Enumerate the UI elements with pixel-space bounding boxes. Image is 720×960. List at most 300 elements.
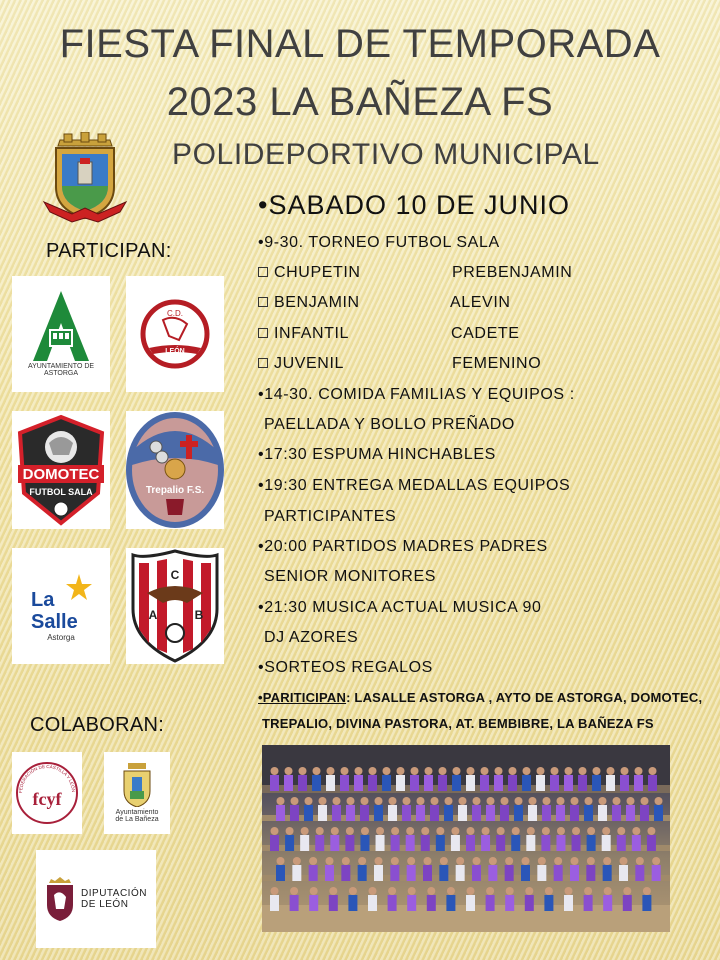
person-body xyxy=(368,895,377,911)
person-head xyxy=(467,827,475,835)
person-head xyxy=(271,887,279,895)
person-body xyxy=(652,865,661,881)
person-body xyxy=(556,805,565,821)
person-head xyxy=(481,767,489,775)
person-head xyxy=(467,767,475,775)
person-body xyxy=(602,835,611,851)
cd-leon-top-text: C.D. xyxy=(167,309,183,318)
person-body xyxy=(326,775,335,791)
person-body xyxy=(444,805,453,821)
cab-a: A xyxy=(148,608,158,622)
person-head xyxy=(407,857,415,865)
medallas-line-2: PARTICIPANTES xyxy=(264,508,397,525)
person-body xyxy=(290,895,299,911)
person-head xyxy=(649,767,657,775)
person-body xyxy=(496,835,505,851)
person-head xyxy=(587,827,595,835)
person-head xyxy=(358,857,366,865)
person-body xyxy=(647,835,656,851)
person-body xyxy=(472,865,481,881)
person-body xyxy=(423,865,432,881)
person-head xyxy=(369,887,377,895)
person-body xyxy=(570,805,579,821)
person-body xyxy=(446,895,455,911)
person-head xyxy=(453,767,461,775)
person-head xyxy=(641,797,649,805)
person-body xyxy=(368,775,377,791)
person-body xyxy=(391,835,400,851)
person-head xyxy=(456,857,464,865)
person-head xyxy=(397,767,405,775)
person-body xyxy=(406,835,415,851)
person-head xyxy=(487,797,495,805)
fcyf-logo xyxy=(12,752,82,834)
person-body xyxy=(284,775,293,791)
diputacion-text-2: DE LEÓN xyxy=(81,899,129,910)
person-head xyxy=(538,857,546,865)
person-head xyxy=(501,797,509,805)
person-head xyxy=(331,827,339,835)
cd-leon-name: LEÓN xyxy=(165,348,185,355)
trepalio-fs-logo xyxy=(126,411,224,529)
person-body xyxy=(270,775,279,791)
participan-list-line-1 xyxy=(258,690,702,705)
person-body xyxy=(416,805,425,821)
checkbox-square-icon xyxy=(258,358,268,368)
person-head xyxy=(440,857,448,865)
checkbox-square-icon xyxy=(258,328,268,338)
person-head xyxy=(655,797,663,805)
person-head xyxy=(369,767,377,775)
person-body xyxy=(348,895,357,911)
person-head xyxy=(632,827,640,835)
person-body xyxy=(439,865,448,881)
person-head xyxy=(603,857,611,865)
person-head xyxy=(403,797,411,805)
person-head xyxy=(388,887,396,895)
person-body xyxy=(598,805,607,821)
person-head xyxy=(497,827,505,835)
person-body xyxy=(330,835,339,851)
person-head xyxy=(647,827,655,835)
person-head xyxy=(347,797,355,805)
colaboran-label: COLABORAN: xyxy=(30,714,165,736)
comida-line-2: PAELLADA Y BOLLO PREÑADO xyxy=(264,416,515,433)
person-body xyxy=(456,865,465,881)
person-body xyxy=(340,775,349,791)
diputacion-leon-logo xyxy=(36,850,156,948)
person-head xyxy=(277,797,285,805)
person-body xyxy=(390,865,399,881)
person-body xyxy=(312,775,321,791)
musica-line-1: •21:30 MUSICA ACTUAL MUSICA 90 xyxy=(258,599,542,616)
person-body xyxy=(521,865,530,881)
person-body xyxy=(451,835,460,851)
person-head xyxy=(424,857,432,865)
person-head xyxy=(361,797,369,805)
person-body xyxy=(452,775,461,791)
person-head xyxy=(512,827,520,835)
category-right: ALEVIN xyxy=(450,294,511,311)
person-head xyxy=(271,827,279,835)
person-head xyxy=(525,887,533,895)
participan-rest: : LASALLE ASTORGA , AYTO DE ASTORGA, DOMOTEC, xyxy=(346,690,703,705)
person-body xyxy=(508,775,517,791)
person-body xyxy=(396,775,405,791)
person-head xyxy=(604,887,612,895)
person-head xyxy=(489,857,497,865)
person-body xyxy=(304,805,313,821)
person-body xyxy=(525,895,534,911)
person-body xyxy=(578,775,587,791)
person-head xyxy=(445,797,453,805)
person-body xyxy=(632,835,641,851)
participan-list-line-2: TREPALIO, DIVINA PASTORA, AT. BEMBIBRE, LA BAÑEZA FS xyxy=(262,716,654,731)
person-body xyxy=(466,835,475,851)
person-body xyxy=(270,895,279,911)
person-body xyxy=(438,775,447,791)
person-body xyxy=(564,775,573,791)
person-head xyxy=(557,797,565,805)
person-head xyxy=(355,767,363,775)
person-head xyxy=(293,857,301,865)
astorga-caption: AYUNTAMIENTO DE ASTORGA xyxy=(27,363,95,377)
medallas-line-1: •19:30 ENTREGA MEDALLAS EQUIPOS xyxy=(258,477,571,494)
person-head xyxy=(613,797,621,805)
person-body xyxy=(360,835,369,851)
category-name: CHUPETIN xyxy=(274,264,361,281)
person-body xyxy=(500,805,509,821)
person-head xyxy=(473,797,481,805)
cd-leon-logo xyxy=(126,276,224,392)
person-head xyxy=(551,767,559,775)
category-left xyxy=(258,294,360,312)
person-body xyxy=(329,895,338,911)
person-head xyxy=(627,797,635,805)
person-head xyxy=(349,887,357,895)
title-line-1: FIESTA FINAL DE TEMPORADA xyxy=(59,22,661,66)
title-line-2: 2023 LA BAÑEZA FS xyxy=(166,80,554,124)
person-body xyxy=(427,895,436,911)
person-head xyxy=(277,857,285,865)
partidos-line-1: •20:00 PARTIDOS MADRES PADRES xyxy=(258,538,548,555)
person-body xyxy=(276,805,285,821)
baneza-caption-2: de La Bañeza xyxy=(115,816,159,823)
person-head xyxy=(522,857,530,865)
person-body xyxy=(480,775,489,791)
person-head xyxy=(545,887,553,895)
person-body xyxy=(640,805,649,821)
person-body xyxy=(421,835,430,851)
person-body xyxy=(623,895,632,911)
person-body xyxy=(332,805,341,821)
person-body xyxy=(341,865,350,881)
person-body xyxy=(634,775,643,791)
person-body xyxy=(537,865,546,881)
person-body xyxy=(617,835,626,851)
person-head xyxy=(565,887,573,895)
person-head xyxy=(291,797,299,805)
person-head xyxy=(427,887,435,895)
person-body xyxy=(345,835,354,851)
person-body xyxy=(424,775,433,791)
person-head xyxy=(607,767,615,775)
person-body xyxy=(554,865,563,881)
person-body xyxy=(486,805,495,821)
person-head xyxy=(565,767,573,775)
person-head xyxy=(436,827,444,835)
person-head xyxy=(408,887,416,895)
cab-shield-logo xyxy=(126,548,224,664)
person-head xyxy=(617,827,625,835)
person-head xyxy=(341,767,349,775)
person-head xyxy=(316,827,324,835)
person-head xyxy=(509,767,517,775)
person-head xyxy=(431,797,439,805)
person-body xyxy=(309,865,318,881)
person-head xyxy=(299,767,307,775)
category-right: FEMENINO xyxy=(452,355,542,372)
baneza-caption-1: Ayuntamiento xyxy=(115,809,159,816)
person-body xyxy=(570,865,579,881)
person-head xyxy=(652,857,660,865)
person-head xyxy=(527,827,535,835)
person-head xyxy=(346,827,354,835)
lasalle-la: La xyxy=(31,589,55,611)
person-body xyxy=(494,775,503,791)
person-head xyxy=(391,827,399,835)
person-head xyxy=(542,827,550,835)
person-head xyxy=(635,767,643,775)
person-head xyxy=(383,767,391,775)
person-body xyxy=(376,835,385,851)
person-head xyxy=(319,797,327,805)
person-head xyxy=(285,767,293,775)
person-body xyxy=(542,805,551,821)
person-head xyxy=(459,797,467,805)
person-head xyxy=(571,857,579,865)
lasalle-astorga: Astorga xyxy=(47,633,75,642)
person-body xyxy=(318,805,327,821)
person-body xyxy=(458,805,467,821)
person-head xyxy=(643,887,651,895)
person-body xyxy=(290,805,299,821)
person-body xyxy=(346,805,355,821)
person-body xyxy=(511,835,520,851)
lasalle-astorga-logo xyxy=(12,548,110,664)
person-head xyxy=(326,857,334,865)
person-head xyxy=(425,767,433,775)
person-body xyxy=(584,895,593,911)
person-body xyxy=(550,775,559,791)
person-head xyxy=(636,857,644,865)
person-body xyxy=(466,775,475,791)
person-head xyxy=(375,857,383,865)
person-body xyxy=(541,835,550,851)
person-body xyxy=(292,865,301,881)
person-body xyxy=(584,805,593,821)
person-body xyxy=(642,895,651,911)
person-body xyxy=(522,775,531,791)
person-body xyxy=(564,895,573,911)
person-body xyxy=(606,775,615,791)
person-head xyxy=(375,797,383,805)
person-body xyxy=(309,895,318,911)
person-body xyxy=(505,895,514,911)
category-name: JUVENIL xyxy=(274,355,344,372)
person-head xyxy=(391,857,399,865)
person-body xyxy=(536,775,545,791)
person-body xyxy=(298,775,307,791)
person-body xyxy=(430,805,439,821)
person-head xyxy=(554,857,562,865)
fcyf-name: fcyf xyxy=(32,789,62,809)
team-photo xyxy=(262,745,670,932)
event-date: •SABADO 10 DE JUNIO xyxy=(258,190,571,220)
torneo-line: •9-30. TORNEO FUTBOL SALA xyxy=(258,234,500,251)
person-body xyxy=(586,865,595,881)
domotec-logo xyxy=(12,411,110,529)
person-body xyxy=(358,865,367,881)
person-head xyxy=(305,797,313,805)
subtitle: POLIDEPORTIVO MUNICIPAL xyxy=(172,138,600,171)
person-body xyxy=(603,865,612,881)
person-body xyxy=(360,805,369,821)
checkbox-square-icon xyxy=(258,297,268,307)
person-head xyxy=(406,827,414,835)
person-head xyxy=(342,857,350,865)
person-head xyxy=(620,857,628,865)
person-body xyxy=(648,775,657,791)
person-body xyxy=(481,835,490,851)
category-name: BENJAMIN xyxy=(274,294,360,311)
person-body xyxy=(315,835,324,851)
person-body xyxy=(436,835,445,851)
sorteos-line: •SORTEOS REGALOS xyxy=(258,659,433,676)
person-body xyxy=(466,895,475,911)
person-body xyxy=(556,835,565,851)
diputacion-text-1: DIPUTACIÓN xyxy=(81,888,147,899)
ayuntamiento-baneza-logo xyxy=(104,752,170,834)
person-body xyxy=(612,805,621,821)
person-head xyxy=(411,767,419,775)
person-body xyxy=(285,835,294,851)
checkbox-square-icon xyxy=(258,267,268,277)
person-head xyxy=(529,797,537,805)
person-body xyxy=(407,895,416,911)
person-head xyxy=(482,827,490,835)
comida-line-1: •14-30. COMIDA FAMILIAS Y EQUIPOS : xyxy=(258,386,575,403)
fcyf-ring-text: FEDERACIÓN DE CASTILLA Y LEÓN xyxy=(17,763,77,794)
person-head xyxy=(451,827,459,835)
person-body xyxy=(654,805,663,821)
person-head xyxy=(313,767,321,775)
person-body xyxy=(603,895,612,911)
category-name: INFANTIL xyxy=(274,325,350,342)
person-head xyxy=(417,797,425,805)
person-head xyxy=(290,887,298,895)
person-head xyxy=(543,797,551,805)
person-body xyxy=(410,775,419,791)
person-body xyxy=(635,865,644,881)
person-head xyxy=(571,797,579,805)
partidos-line-2: SENIOR MONITORES xyxy=(264,568,436,585)
category-right: PREBENJAMIN xyxy=(452,264,573,281)
person-body xyxy=(572,835,581,851)
person-head xyxy=(421,827,429,835)
person-body xyxy=(402,805,411,821)
person-body xyxy=(592,775,601,791)
person-head xyxy=(271,767,279,775)
person-head xyxy=(473,857,481,865)
ayuntamiento-astorga-logo xyxy=(12,276,110,392)
category-left xyxy=(258,355,344,373)
person-body xyxy=(472,805,481,821)
person-head xyxy=(587,857,595,865)
person-head xyxy=(486,887,494,895)
person-head xyxy=(389,797,397,805)
person-body xyxy=(544,895,553,911)
person-head xyxy=(467,887,475,895)
person-body xyxy=(382,775,391,791)
person-head xyxy=(361,827,369,835)
person-head xyxy=(585,797,593,805)
person-head xyxy=(439,767,447,775)
person-body xyxy=(354,775,363,791)
person-head xyxy=(309,857,317,865)
person-head xyxy=(557,827,565,835)
person-head xyxy=(572,827,580,835)
lasalle-salle: Salle xyxy=(31,611,78,633)
person-head xyxy=(593,767,601,775)
person-head xyxy=(505,857,513,865)
person-body xyxy=(300,835,309,851)
participan-prefix: •PARITICIPAN xyxy=(258,690,347,705)
person-head xyxy=(376,827,384,835)
person-head xyxy=(286,827,294,835)
category-left xyxy=(258,325,349,343)
person-body xyxy=(407,865,416,881)
person-body xyxy=(388,895,397,911)
domotec-sub: FUTBOL SALA xyxy=(29,487,93,497)
person-body xyxy=(374,865,383,881)
person-head xyxy=(301,827,309,835)
person-head xyxy=(495,767,503,775)
category-right: CADETE xyxy=(451,325,520,342)
person-head xyxy=(515,797,523,805)
person-body xyxy=(374,805,383,821)
category-left xyxy=(258,264,361,282)
person-head xyxy=(599,797,607,805)
person-body xyxy=(276,865,285,881)
cab-b: B xyxy=(194,608,204,622)
trepalio-name: Trepalio F.S. xyxy=(145,485,205,496)
person-head xyxy=(579,767,587,775)
participan-label: PARTICIPAN: xyxy=(46,240,172,262)
person-body xyxy=(514,805,523,821)
person-body xyxy=(270,835,279,851)
cab-c: C xyxy=(170,568,180,582)
person-head xyxy=(329,887,337,895)
person-head xyxy=(333,797,341,805)
person-body xyxy=(325,865,334,881)
person-body xyxy=(486,895,495,911)
person-head xyxy=(623,887,631,895)
person-body xyxy=(619,865,628,881)
person-body xyxy=(587,835,596,851)
musica-line-2: DJ AZORES xyxy=(264,629,359,646)
person-head xyxy=(523,767,531,775)
